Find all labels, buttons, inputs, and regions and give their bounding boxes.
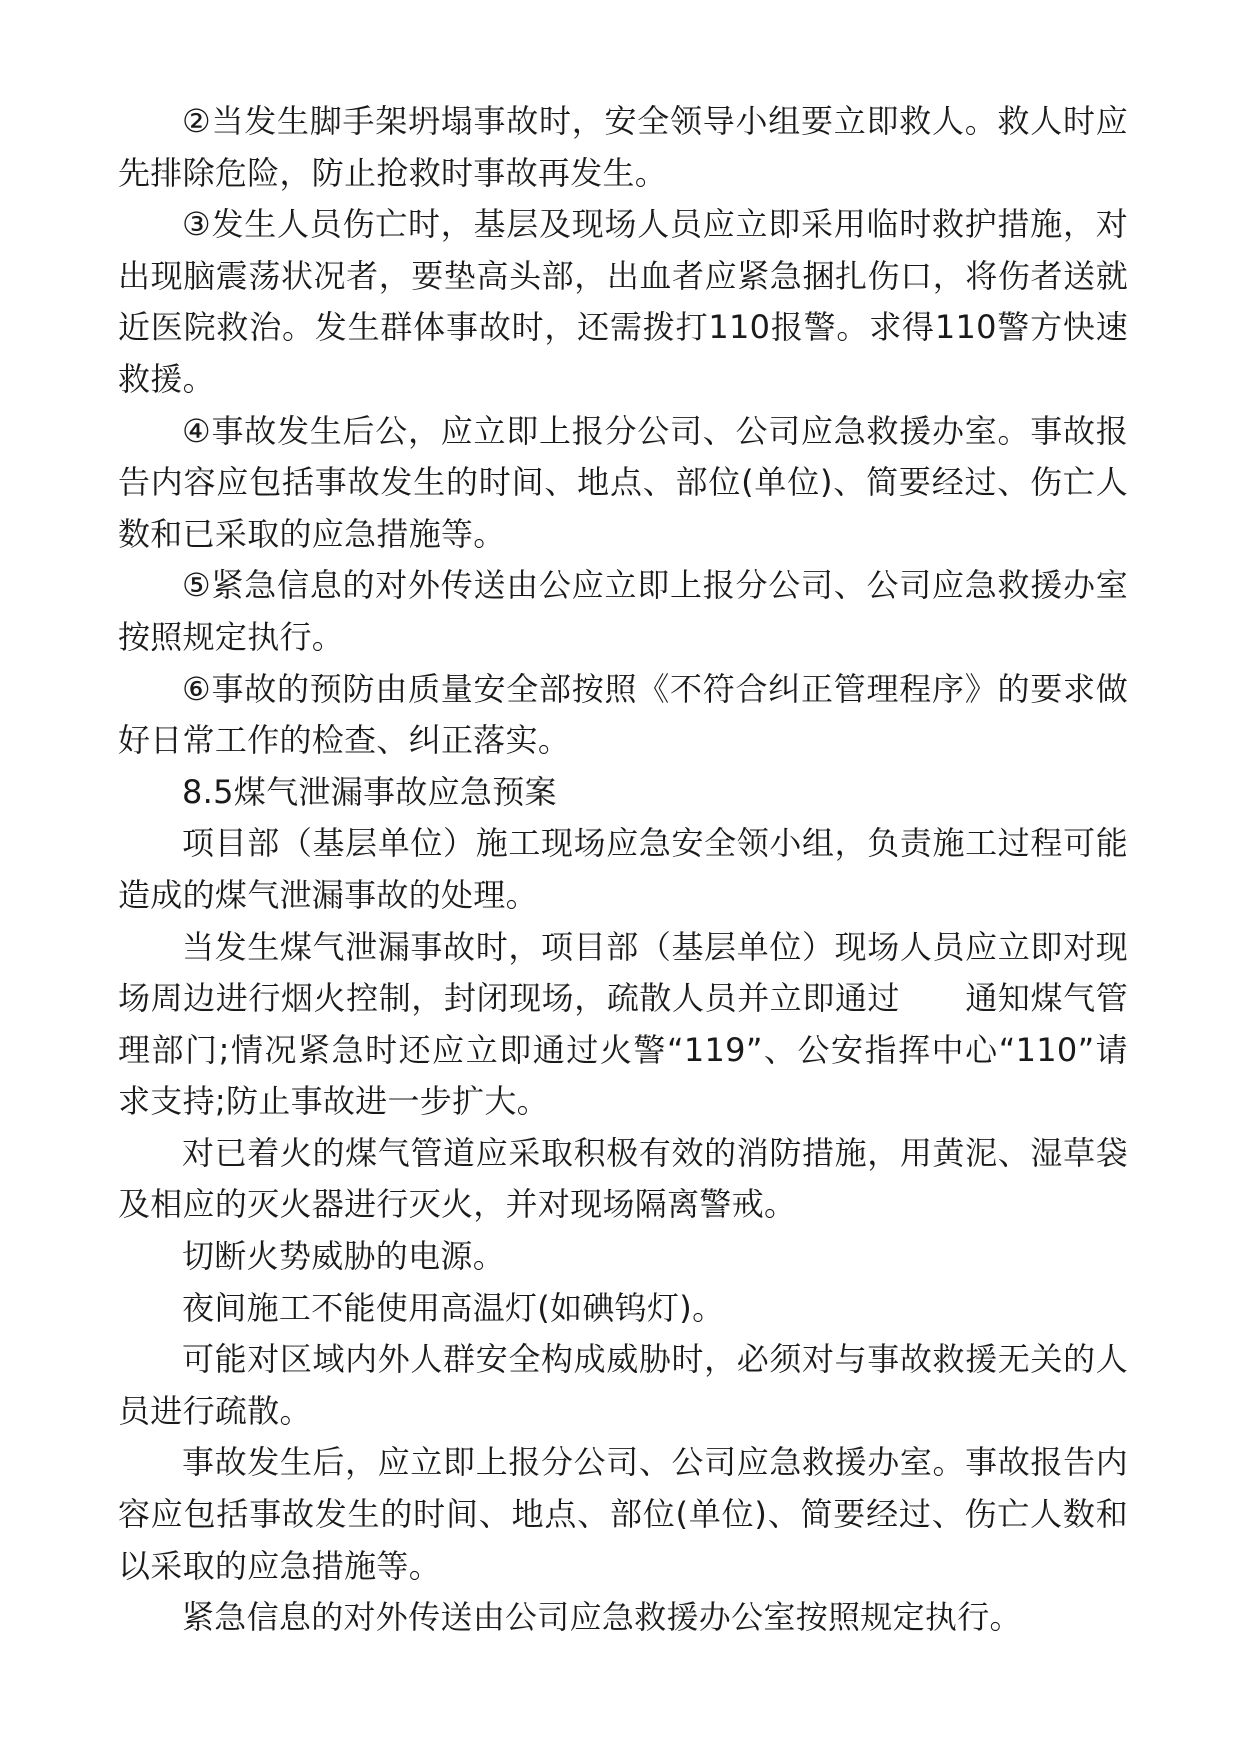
- paragraph-emergency-info: ⑤紧急信息的对外传送由公应立即上报分公司、公司应急救援办室按照规定执行。: [118, 566, 1128, 656]
- paragraph-scaffold-collapse: ②当发生脚手架坍塌事故时，安全领导小组要立即救人。救人时应先排除危险，防止抢救时事故再发生。: [118, 102, 1128, 192]
- paragraph-gas-emergency-info: 紧急信息的对外传送由公司应急救援办公室按照规定执行。: [182, 1598, 1022, 1637]
- paragraph-gas-responsibility: 项目部（基层单位）施工现场应急安全领小组，负责施工过程可能造成的煤气泄漏事故的处理。: [118, 824, 1128, 914]
- paragraph-gas-leak-procedure: 当发生煤气泄漏事故时，项目部（基层单位）现场人员应立即对现场周边进行烟火控制，封闭现场，疏散人员并立即通过 通知煤气管理部门;情况紧急时还应立即通过火警“119”、公安指挥中心“110”请求支持;防止事故进一步扩大。: [118, 927, 1128, 1121]
- document-body: [118, 96, 1128, 1644]
- paragraph-casualty-response: ③发生人员伤亡时，基层及现场人员应立即采用临时救护措施，对出现脑震荡状况者，要垫高头部，出血者应紧急捆扎伤口，将伤者送就近医院救治。发生群体事故时，还需拨打110报警。求得110警方快速救援。: [118, 205, 1128, 398]
- paragraph-fire-measures: 对已着火的煤气管道应采取积极有效的消防措施，用黄泥、湿草袋及相应的灭火器进行灭火，并对现场隔离警戒。: [118, 1133, 1128, 1224]
- paragraph-cut-power: 切断火势威胁的电源。: [182, 1237, 506, 1276]
- paragraph-evacuation: 可能对区域内外人群安全构成威胁时，必须对与事故救援无关的人员进行疏散。: [118, 1340, 1128, 1430]
- paragraph-night-lighting: 夜间施工不能使用高温灯(如碘钨灯)。: [182, 1288, 725, 1327]
- paragraph-gas-accident-report: 事故发生后，应立即上报分公司、公司应急救援办室。事故报告内容应包括事故发生的时间、地点、部位(单位)、简要经过、伤亡人数和以采取的应急措施等。: [118, 1443, 1128, 1585]
- paragraph-accident-report: ④事故发生后公，应立即上报分公司、公司应急救援办室。事故报告内容应包括事故发生的时间、地点、部位(单位)、简要经过、伤亡人数和已采取的应急措施等。: [118, 411, 1128, 553]
- paragraph-prevention: ⑥事故的预防由质量安全部按照《不符合纠正管理程序》的要求做好日常工作的检查、纠正落实。: [118, 669, 1128, 760]
- section-heading-gas-leak: 8.5煤气泄漏事故应急预案: [182, 772, 557, 811]
